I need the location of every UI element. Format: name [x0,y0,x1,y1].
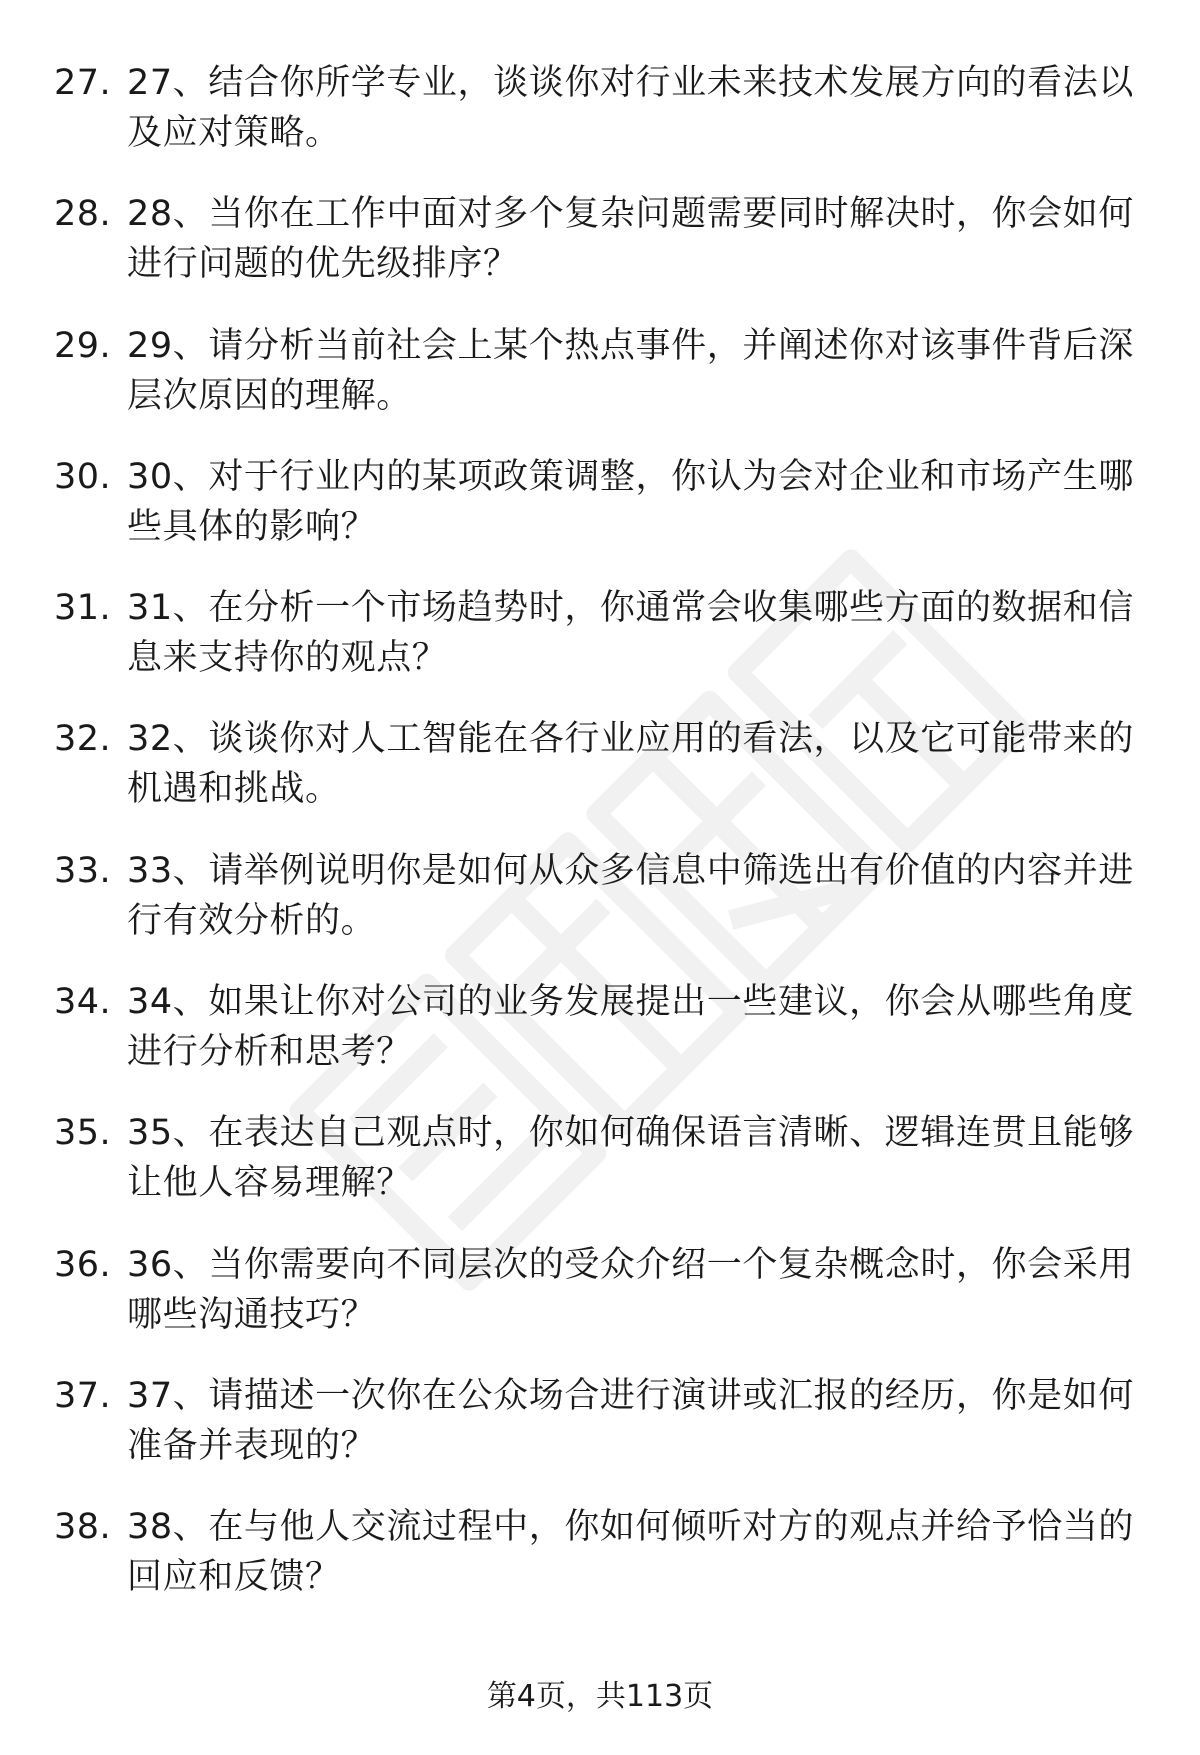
item-number: 28. [54,194,112,235]
question-list [0,58,1200,1634]
question-text: 30、对于行业内的某项政策调整，你认为会对企业和市场产生哪些具体的影响？ [127,456,1134,547]
item-number: 36. [54,1244,112,1285]
question-text: 36、当你需要向不同层次的受众介绍一个复杂概念时，你会采用哪些沟通技巧？ [127,1244,1134,1335]
page-number-footer: 第4页，共113页 [486,1679,714,1714]
list-item [0,583,1200,714]
item-number: 33. [54,850,112,891]
question-text: 28、当你在工作中面对多个复杂问题需要同时解决时，你会如何进行问题的优先级排序？ [127,194,1134,285]
item-number: 34. [54,982,112,1023]
question-text: 34、如果让你对公司的业务发展提出一些建议，你会从哪些角度进行分析和思考？ [127,982,1134,1073]
item-number: 35. [54,1113,112,1154]
list-item [0,58,1200,189]
list-item [0,452,1200,583]
list-item [0,977,1200,1108]
list-item [0,1240,1200,1371]
item-number: 30. [54,456,112,497]
item-number: 27. [54,63,112,103]
question-text: 31、在分析一个市场趋势时，你通常会收集哪些方面的数据和信息来支持你的观点？ [127,588,1134,679]
question-text: 29、请分析当前社会上某个热点事件，并阐述你对该事件背后深层次原因的理解。 [127,325,1134,416]
list-item [0,321,1200,452]
list-item [0,846,1200,977]
list-item [0,1371,1200,1502]
item-number: 32. [54,719,112,760]
list-item [0,1108,1200,1239]
question-text: 37、请描述一次你在公众场合进行演讲或汇报的经历，你是如何准备并表现的？ [127,1375,1134,1466]
list-item [0,189,1200,320]
list-item [0,1502,1200,1633]
list-item [0,714,1200,845]
question-text: 33、请举例说明你是如何从众多信息中筛选出有价值的内容并进行有效分析的。 [127,850,1134,941]
item-number: 38. [54,1507,112,1548]
item-number: 29. [54,325,112,366]
item-number: 37. [54,1375,112,1416]
item-number: 31. [54,588,112,629]
question-text: 27、结合你所学专业，谈谈你对行业未来技术发展方向的看法以及应对策略。 [127,63,1134,153]
question-text: 35、在表达自己观点时，你如何确保语言清晰、逻辑连贯且能够让他人容易理解？ [127,1113,1134,1204]
question-text: 32、谈谈你对人工智能在各行业应用的看法，以及它可能带来的机遇和挑战。 [127,719,1134,810]
question-text: 38、在与他人交流过程中，你如何倾听对方的观点并给予恰当的回应和反馈？ [127,1507,1134,1598]
